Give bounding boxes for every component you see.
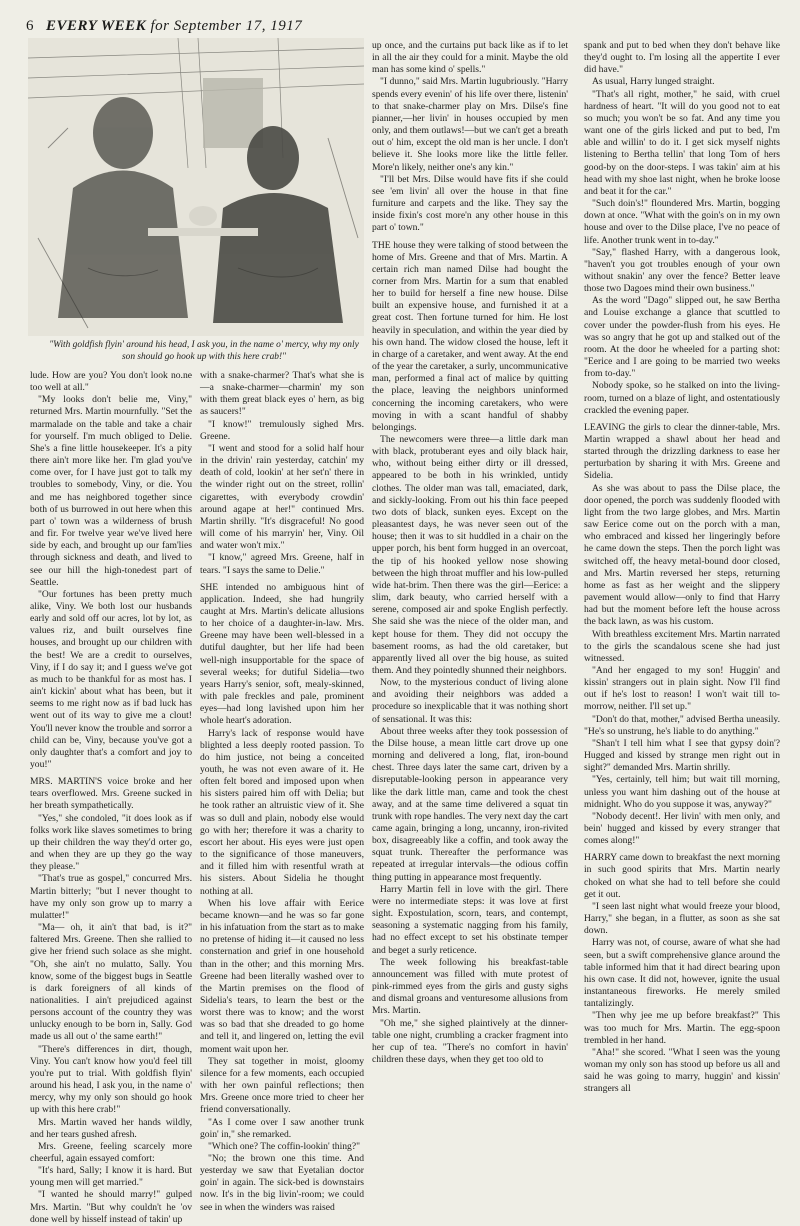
paragraph: Nobody spoke, so he stalked on into the living-room, turned on a blaze of light, and ostentatiously crackled the evening paper. xyxy=(584,380,780,416)
paragraph: Now, to the mysterious conduct of living alone and avoiding their neighbors was added a procedure so inexplicable that it was nothing short of sensational. It was this: xyxy=(372,677,568,725)
paragraph: With breathless excitement Mrs. Martin narrated to the girls the scandalous scene she had just witnessed. xyxy=(584,628,780,664)
paragraph: "There's differences in dirt, though, Viny. You can't know how you'd feel till you're put to trial. With goldfish flyin' around his head, I ask you, in the name o' mercy, why my only son should go hook up with this here crab!" xyxy=(30,1043,192,1116)
paragraph: "As I come over I saw another trunk goin' in," she remarked. xyxy=(200,1116,364,1140)
paragraph: "And her engaged to my son! Huggin' and kissin' strangers out in plain sight. Now I'll find out if he's lost to reason! I won't wait till to-morrow, neither. I'll set up." xyxy=(584,664,780,713)
paragraph: "I went and stood for a solid half hour in the drivin' rain yesterday, catchin' my death of cold, lookin' at her set'n' there in the winder right out on the street, rollin' cigarettes, with everybody crowdin' around agape at her!" continued Mrs. Martin shrilly. "It's disgraceful! No good will come of his marryin' her, Viny. Oil and water won't mix." xyxy=(200,442,364,552)
text-column-1 xyxy=(30,370,192,1225)
text-column-4 xyxy=(584,40,780,1095)
magazine-title: EVERY WEEK xyxy=(46,18,147,34)
page-number: 6 xyxy=(26,18,34,34)
section-opening-paragraph: MRS. MARTIN'S voice broke and her tears overflowed. Mrs. Greene sucked in her breath sympathetically. xyxy=(30,776,192,812)
paragraph: lude. How are you? You don't look no.ne too well at all." xyxy=(30,370,192,394)
paragraph: Harry was not, of course, aware of what she had seen, but a swift comprehensive glance around the table informed him that it had direct bearing upon his own case. It did not, however, ignite the usual instantaneous fireworks. He merely smiled tantalizingly. xyxy=(584,937,780,1010)
paragraph: "It's hard, Sally; I know it is hard. But young men will get married." xyxy=(30,1165,192,1189)
paragraph: "Oh me," she sighed plaintively at the dinner-table one night, crumbling a cracker fragment into her cup of tea. "There's no comfort in havin' children these days, when they get too old to xyxy=(372,1017,568,1065)
paragraph: Mrs. Greene, feeling scarcely more cheerful, again essayed comfort: xyxy=(30,1140,192,1164)
paragraph: "No; the brown one this time. And yesterday we saw that Eyetalian doctor goin' in again. The sick-bed is downstairs now. It's in the big livin'-room; we could see in when the winders was raised xyxy=(200,1153,364,1213)
section-opening-paragraph: LEAVING the girls to clear the dinner-table, Mrs. Martin wrapped a shawl about her head and started through the drizzling darkness to ease her perturbation by sharing it with Mrs. Greene and Sidelia. xyxy=(584,421,780,482)
paragraph: When his love affair with Eerice became known—and he was so far gone in his infatuation from the start as to make no pretense of hiding it—it caused no less consternation and grief in one household than in the other; and this morning Mrs. Greene had been literally washed over to the Martin premises on the flood of Sidelia's tears, to learn the best or the worst there was to know; and the worst was so bad that she dreaded to go home and tell it, and lingered on, letting the evil moment wait upon her. xyxy=(200,897,364,1055)
paragraph: spank and put to bed when they don't behave like they'd ought to. I'm losing all the appertite I ever did have." xyxy=(584,40,780,76)
text-column-2 xyxy=(200,370,364,1213)
paragraph: "Then why jee me up before breakfast?" This was too much for Mrs. Martin. The egg-spoon trembled in her hand. xyxy=(584,1010,780,1046)
section-opening-paragraph: SHE intended no ambiguous hint of application. Indeed, she had hungrily caught at Mrs. Martin's delicate allusions to her choice of a daughter-in-law. Mrs. Greene may have been well-blessed in a dutiful daughter, but her life had been well-nigh insupportable for the space of several weeks; for dutiful Sidelia—two years Harry's senior, soft, mealy-skinned, with pale freckles and pale, prominent eyes—had long lavished upon him her whole heart's adoration. xyxy=(200,581,364,727)
paragraph: "Our fortunes has been pretty much alike, Viny. We both lost our husbands early and sold off our acres, lot by lot, as values riz, and built ourselves fine houses, and brought up our children with the best! We are a credit to ourselves, Viny, if I do say it; and I guess we've got as much to be thankful for as most has. I ain't kickin' about what has been, but it seems to me right now as if bad luck has went out of its way to give me a clout! You'll never know the trouble and sorror a child can be, Viny, because you've got a only daughter that's a comfort and joy to you!" xyxy=(30,588,192,770)
paragraph: "Nobody decent!. Her livin' with men only, and bein' hugged and kissed by every stranger that comes along!" xyxy=(584,810,780,847)
paragraph: up once, and the curtains put back like as if to let in all the air they could for a minit. Maybe the old man has some kind o' spells." xyxy=(372,40,568,76)
illustration-sketch xyxy=(28,38,364,336)
paragraph: "Don't do that, mother," advised Bertha uneasily. "He's so unstrung, he's liable to do anything." xyxy=(584,713,780,737)
paragraph: "I seen last night what would freeze your blood, Harry," she began, in a flutter, as soon as she sat down. xyxy=(584,900,780,937)
paragraph: "I know!" tremulously sighed Mrs. Greene. xyxy=(200,418,364,442)
paragraph: "I'll bet Mrs. Dilse would have fits if she could see 'em livin' all over the house in that fine furniture and carpets and the like. They say the inside fixin's cost more'n any other house in this part o' town." xyxy=(372,173,568,234)
paragraph: "I dunno," said Mrs. Martin lugubriously. "Harry spends every evenin' of his life over there, listenin' to that snake-charmer play on Mrs. Dilse's fine pianner,—her livin' in houses occupied by men only, and them outlaws!—but we can't get a breath out o' him, except the old man is her uncle. I don't believe it. She looks more like the little feller. More'n likely, neither one's any kin." xyxy=(372,76,568,173)
paragraph: As she was about to pass the Dilse place, the door opened, the porch was suddenly flooded with light from the two large globes, and Mrs. Martin saw Eerice come out on the porch with a man, who embraced and kissed her lingeringly before he came down the steps. Then the porch light was switched off, the heavy metal-bound door closed, and Mrs. Martin reversed her steps, returning home as fast as her weight and the slippery pavement would allow—only to find that Harry had but the moment before left the house across the back lawn, as was his custom. xyxy=(584,482,780,628)
paragraph: "That's all right, mother," he said, with cruel hardness of heart. "It will do you good not to eat so much; you won't be so fat. And any time you want one of the girls licked and put to bed, I'm able and willin' to do it. I get sick myself nights listening to Bertha tellin' that long Tom of hers good-by on the door-steps. I was takin' aim at his head with my shoe last night, when he broke loose and beat it for the car." xyxy=(584,88,780,197)
illustration xyxy=(28,38,364,336)
paragraph: Harry Martin fell in love with the girl. There were no intermediate steps: it was love at first sight. Expostulation, scorn, tears, and contempt, seasoning a systematic nagging from his family, had no effect except to set his obstinate temper and beget a surly reticence. xyxy=(372,883,568,956)
paragraph: The week following his breakfast-table announcement was filled with mute protest of pink-rimmed eyes from the girls and gusty sighs and dismal groans and venturesome allusions from Mrs. Martin. xyxy=(372,956,568,1017)
section-opening-paragraph: THE house they were talking of stood between the home of Mrs. Greene and that of Mrs. Martin. A certain rich man named Dilse had bought the corner from Mrs. Martin for a sum that enabled her to build for herself a fine new house. Dilse built an expensive house, and furnished it at a great cost. Then fortune turned for him. He lost heavily in speculation, and within the year died by his own hand. The widow closed the house, left it in charge of a caretaker, and went away. At the end of the year the caretaker, a surly, uncommunicative man, performed a final act of malice by quitting the place, leaving the neighbors uninformed concerning the incoming caretakers, who were moving in with a scant handful of shabby belongings. xyxy=(372,239,568,433)
paragraph: "Aha!" she scored. "What I seen was the young woman my only son has stood up before us all and said he was going to marry, huggin' and kissin' strangers all xyxy=(584,1046,780,1095)
paragraph: Harry's lack of response would have blighted a less deeply rooted passion. To do him justice, not being a conceited youth, he was not even aware of it. He often felt bored and imposed upon when his sisters paired him off with Delia; but he took rather an altruistic view of it. She was so dull and plain, nobody else would go with her; therefore it was a charity to escort her about. His eyes were just open to the significance of those maneuvers, and it filled him with resentful wrath at his sisters. About Sidelia he thought nothing at all. xyxy=(200,727,364,897)
paragraph: "Yes," she condoled, "it does look as if folks work like slaves sometimes to bring up their children the way they'd orter go, and when they are up they go the way they please." xyxy=(30,812,192,873)
paragraph: "My looks don't belie me, Viny," returned Mrs. Martin mournfully. "Set the marmalade on the table and take a chair for yourself. I'm much obliged to Delie. She's a fine little housekeeper. It's a pity there ain't more like her. I'm glad you've come over, for I have just got to talk my troubles to somebody, Viny, or die. You and me has neighbored together since both of us burrowed in out here when this part o' town was a wilderness of brush and fir. For twelve year we've lived here side by each, and brought up our fam'lies through sickness and death, and lived to see our hill the high-tonedest part of Seattle. xyxy=(30,394,192,588)
issue-date: for September 17, 1917 xyxy=(150,18,303,34)
paragraph: "Shan't I tell him what I see that gypsy doin'? Hugged and kissed by strange men right out in sight?" demanded Mrs. Martin shrilly. xyxy=(584,737,780,774)
paragraph: The newcomers were three—a little dark man with black, protuberant eyes and oily black hair, who, without being either dirty or ill dressed, appeared to be both in his wrinkled, untidy clothes. The older man was tall, emaciated, dark, and sickly-looking. From out his thin face peeped two dots of black, sunken eyes. Except on the pleasantest days, he was never seen out of the house; then it was to sit huddled in a chair on the upper porch, his bent form hugged in an overcoat, the tip of his hooked yellow nose showing between the high throat muffler and his low-pulled wide hat-brim. Then there was the girl—Eerice: a slim, dark beauty, who carried herself with a serene, composed air and spoke English perfectly. She said she was the niece of the older man, and kept house for them. They did not occupy the basement rooms, as had the old caretaker, but apparently lived all over the big house, as suited them. And they pointedly shunned their neighbors. xyxy=(372,434,568,676)
paragraph: "I know," agreed Mrs. Greene, half in tears. "I says the same to Delie." xyxy=(200,552,364,576)
paragraph: As the word "Dago" slipped out, he saw Bertha and Louise exchange a glance that scuttled to cover under the powder-flush from his eyes. He was so angry that he got up and stalked out of the room. At the door he wheeled for a parting shot: "Eerice and I are going to be married two weeks from to-day." xyxy=(584,295,780,380)
paragraph: They sat together in moist, gloomy silence for a few moments, each occupied with her own painful reflections; then Mrs. Greene once more tried to cheer her friend conversationally. xyxy=(200,1055,364,1116)
paragraph: "Ma— oh, it ain't that bad, is it?" faltered Mrs. Greene. Then she rallied to give her friend such solace as she might. "Oh, she ain't no mulatto, Sally. You know, some of the biggest bugs in Seattle is dark foreigners of all kinds of nationalities. I ain't prejudiced against persons account of the country they was unlucky enough to be born in, Sally. God made us all out o' the same earth!" xyxy=(30,922,192,1043)
page-header xyxy=(26,12,786,36)
paragraph: "Yes, certainly, tell him; but wait till morning, unless you want him dashing out of the house at midnight. Who do you suppose it was, anyway?" xyxy=(584,774,780,810)
illustration-caption: "With goldfish flyin' around his head, I ask you, in the name o' mercy, why my only son should go hook up with this here crab!" xyxy=(49,340,359,362)
paragraph: "That's true as gospel," concurred Mrs. Martin bitterly; "but I never thought to have my only son grow up to marry a mulatter!" xyxy=(30,873,192,921)
paragraph: with a snake-charmer? That's what she is—a snake-charmer—charmin' my son with them great black eyes o' hern, as big as saucers!" xyxy=(200,370,364,418)
paragraph: "Say," flashed Harry, with a dangerous look, "haven't you got troubles enough of your own without snakin' any over the fence? Better leave those two Dagoes mind their own business." xyxy=(584,246,780,295)
paragraph: About three weeks after they took possession of the Dilse house, a mean little cart drove up one morning and delivered a long, flat, iron-bound chest. Three days later the same cart, driven by a disreputable-looking person in appearance very like the dark little man, came and took the chest away, and at the same time delivered a squat tin trunk with rope handles. The very next day the cart came again, bringing a long, uncanny, iron-rivited box, disagreeably like a coffin, and took away the squat trunk. Thereafter the performance was repeated at irregular intervals—the odious coffin thing putting in appearance most frequently. xyxy=(372,725,568,883)
paragraph: "I wanted he should marry!" gulped Mrs. Martin. "But why couldn't he 'ov done well by hisself instead of takin' up xyxy=(30,1189,192,1225)
running-head xyxy=(46,18,302,35)
section-opening-paragraph: HARRY came down to breakfast the next morning in such good spirits that Mrs. Martin nearly choked on what she had to tell before she could get it out. xyxy=(584,852,780,900)
paragraph: "Which one? The coffin-lookin' thing?" xyxy=(208,1140,361,1152)
paragraph: "Such doin's!" floundered Mrs. Martin, bogging down at once. "What with the goin's on in my own house and over to the Dilse place, I've no peace of life. Another trunk went in to-day." xyxy=(584,198,780,246)
paragraph: Mrs. Martin waved her hands wildly, and her tears gushed afresh. xyxy=(30,1116,192,1140)
text-column-3 xyxy=(372,40,568,1082)
paragraph: As usual, Harry lunged straight. xyxy=(592,76,715,88)
